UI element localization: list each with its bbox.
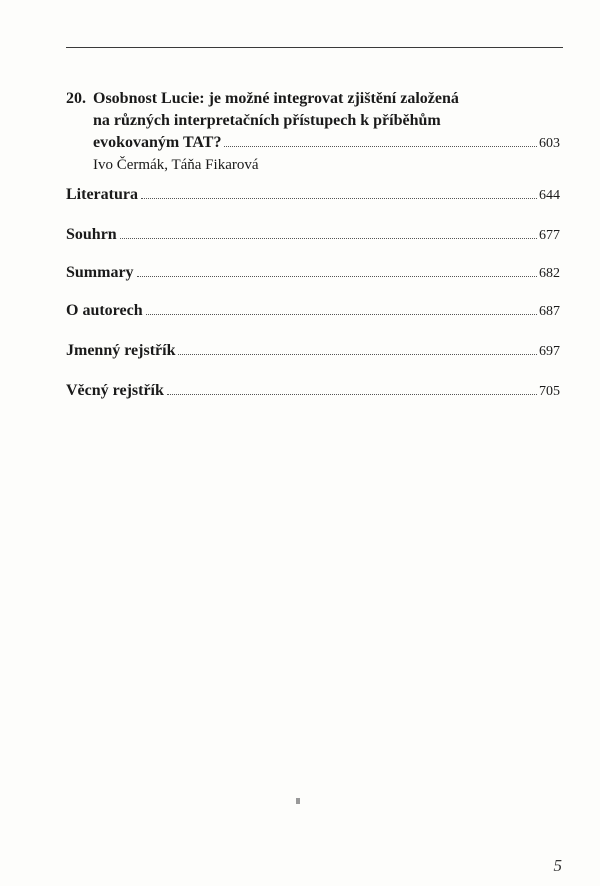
toc-entry-vecny-rejstrik: Věcný rejstřík 705: [66, 382, 560, 399]
toc-entry-literatura: Literatura 644: [66, 186, 560, 203]
toc-chapter-20: [66, 88, 560, 175]
header-rule: [66, 47, 563, 48]
leader-dots: [224, 146, 537, 147]
ink-speck: [296, 798, 300, 804]
page-folio: 5: [553, 856, 562, 875]
toc-entry-jmenny-rejstrik: Jmenný rejstřík 697: [66, 342, 560, 359]
chapter-page-number: 603: [539, 136, 560, 151]
entry-page-number: 682: [539, 266, 560, 281]
leader-dots: [120, 238, 537, 239]
chapter-title-line-2: na různých interpretačních přístupech k příběhům: [93, 112, 441, 129]
chapter-title-line-1: 20. Osobnost Lucie: je možné integrovat zjištění založená: [66, 88, 560, 110]
entry-page-number: 705: [539, 384, 560, 399]
entry-page-number: 677: [539, 228, 560, 243]
leader-dots: [137, 276, 537, 277]
leader-dots: [178, 354, 537, 355]
chapter-number: 20.: [66, 90, 86, 107]
leader-dots: [146, 314, 537, 315]
entry-page-number: 697: [539, 344, 560, 359]
leader-dots: [167, 394, 537, 395]
chapter-authors: Ivo Čermák, Táňa Fikarová: [93, 157, 259, 173]
toc-entry-souhrn: Souhrn 677: [66, 226, 560, 243]
entry-page-number: 644: [539, 188, 560, 203]
toc-entry-summary: Summary 682: [66, 264, 560, 281]
entry-page-number: 687: [539, 304, 560, 319]
chapter-title-line-3: evokovaným TAT? 603: [66, 132, 560, 155]
leader-dots: [141, 198, 537, 199]
toc-entry-o-autorech: O autorech 687: [66, 302, 560, 319]
